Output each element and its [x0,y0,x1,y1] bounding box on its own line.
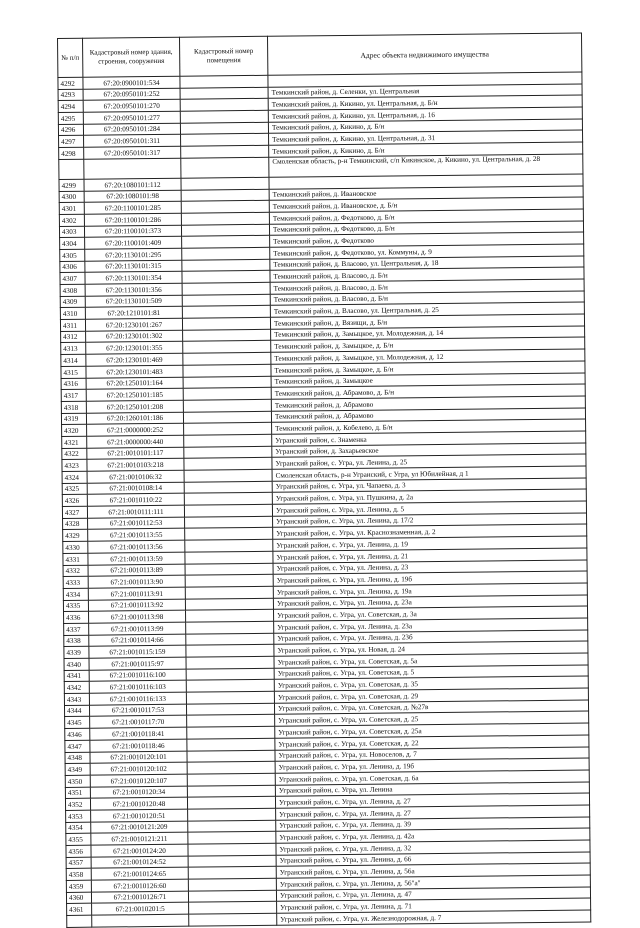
premise-number [187,738,275,751]
premise-number [184,493,272,506]
premise-number [186,645,274,658]
cadastral-number: 67:21:0010118:41 [90,727,187,740]
row-number: 4317 [61,389,86,401]
premise-number [189,902,277,915]
premise-number [187,726,275,739]
row-number: 4339 [64,647,89,659]
premise-number [183,387,271,400]
address: Темкинский район, д. Замыцкое, д. Б/н [271,337,585,352]
address: Темкинский район, д. Кикино, д. Б/н [268,119,582,134]
cadastral-number: 67:21:0010118:46 [90,739,187,752]
row-number: 4342 [64,682,89,694]
premise-number [184,458,272,471]
row-number: 4351 [65,787,90,799]
cadastral-number: 67:21:0010113:55 [88,529,185,542]
address: Темкинский район, д. Федотково [270,232,584,247]
row-number: 4312 [61,331,86,343]
cadastral-number: 67:21:0010124:20 [91,844,188,857]
address: Темкинский район, д. Кикино, ул. Центральная, д. 31 [269,130,583,145]
cadastral-number: 67:20:1230101:267 [85,318,182,331]
cadastral-number: 67:21:0010113:99 [89,622,186,635]
cadastral-number: 67:20:1100101:286 [84,213,181,226]
header-cad-premise: Кадастровый номер помещения [179,36,267,76]
cadastral-number: 67:20:1130101:354 [85,272,182,285]
premise-number [188,878,276,891]
address: Темкинский район, д. Власово, д. Б/н [270,279,584,294]
header-num: № п/п [58,38,83,77]
address: Угранский район, с. Угра, ул. Ленина, д. 19б [273,571,587,586]
cadastral-number [92,914,189,927]
row-number: 4355 [66,834,91,846]
row-number: 4344 [64,705,89,717]
cadastral-number: 67:20:1080101:98 [84,190,181,203]
premise-number [185,516,273,529]
premise-number [184,434,272,447]
cadastral-number: 67:20:1230101:483 [86,365,183,378]
address: Темкинский район, д. Власово, ул. Центральная, д. 18 [270,256,584,271]
address: Угранский район, с. Угра, ул. Ленина, д. 32 [276,840,590,855]
address: Темкинский район, д. Власово, д. Б/н [270,267,584,282]
row-number: 4308 [60,284,85,296]
row-number: 4345 [65,717,90,729]
row-number: 4333 [63,576,88,588]
row-number: 4305 [60,249,85,261]
address: Угранский район, с. Угра, ул. Советская, д. 25 [275,711,589,726]
cadastral-number: 67:21:0010117:53 [89,704,186,717]
cadastral-number: 67:21:0010103:218 [87,459,184,472]
premise-number [184,446,272,459]
address: Темкинский район, д. Кикино, ул. Центральная, д. Б/н [268,95,582,110]
row-number: 4334 [63,588,88,600]
address: Угранский район, с. Угра, ул. Советская, д. 29 [274,688,588,703]
cadastral-number: 67:21:0010126:60 [91,879,188,892]
address: Угранский район, с. Угра, ул. Ленина, д. 19б [275,758,589,773]
cadastral-number: 67:20:0950101:277 [83,111,180,124]
premise-number [185,574,273,587]
premise-number [182,259,270,272]
cadastral-number: 67:21:0010124:65 [91,868,188,881]
address: Темкинский район, д. Замыцкое [271,372,585,387]
row-number: 4352 [65,798,90,810]
cadastral-number: 67:21:0010112:53 [88,517,185,530]
row-number: 4328 [63,518,88,530]
cadastral-number: 67:20:1100101:373 [84,225,181,238]
cadastral-number: 67:21:0010110:22 [87,494,184,507]
row-number: 4331 [63,553,88,565]
row-number: 4337 [64,623,89,635]
row-number: 4358 [66,869,91,881]
row-number: 4314 [61,354,86,366]
address: Темкинский район, д. Ивановское [269,185,583,200]
row-number [59,159,84,179]
premise-number [187,715,275,728]
cadastral-number: 67:21:0010111:111 [87,505,184,518]
premise-number [181,224,269,237]
address: Темкинский район, д. Федотково, ул. Коммуны, д. 9 [270,244,584,259]
premise-number [183,376,271,389]
row-number: 4306 [60,261,85,273]
address: Угранский район, с. Угра, ул. Ленина, д. 71 [277,898,591,913]
row-number: 4346 [65,728,90,740]
row-number: 4318 [61,401,86,413]
cadastral-number: 67:21:0010108:14 [87,482,184,495]
row-number: 4341 [64,670,89,682]
cadastral-number: 67:20:1130101:509 [85,295,182,308]
premise-number [188,820,276,833]
address: Угранский район, с. Угра, ул. Ленина, д. 47 [276,887,590,902]
cadastral-number [84,158,181,179]
cadastral-number: 67:21:0010116:133 [89,692,186,705]
row-number: 4316 [61,378,86,390]
cadastral-number: 67:20:1130101:356 [85,283,182,296]
address: Угранский район, с. Угра, ул. Новая, д. 24 [274,641,588,656]
premise-number [186,691,274,704]
row-number: 4292 [58,77,83,89]
premise-number [180,99,268,112]
address: Угранский район, с. Угра, ул. Ленина, д. 42а [276,828,590,843]
row-number: 4323 [62,460,87,472]
header-cad-building: Кадастровый номер здания, строения, сооружения [83,37,180,77]
premise-number [182,282,270,295]
cadastral-number: 67:21:0010114:66 [89,634,186,647]
address: Угранский район, с. Угра, ул. Ленина, д. 23б [274,630,588,645]
cadastral-number: 67:20:1250101:185 [86,388,183,401]
row-number: 4327 [62,506,87,518]
address: Угранский район, с. Угра, ул. Ленина, д. 17/2 [273,513,587,528]
cadastral-number: 67:21:0010113:56 [88,540,185,553]
row-number: 4320 [62,424,87,436]
premise-number [183,364,271,377]
row-number: 4359 [66,880,91,892]
premise-number [185,528,273,541]
row-number: 4302 [59,214,84,226]
premise-number [188,867,276,880]
premise-number [189,913,277,926]
address: Угранский район, с. Угра, ул. Ленина, д. 27 [275,793,589,808]
address: Угранский район, с. Знаменка [272,431,586,446]
premise-number [188,890,276,903]
address: Темкинский район, д. Замыцкое, ул. Молодежная, д. 12 [271,349,585,364]
premise-number [186,703,274,716]
cadastral-number: 67:21:0010106:32 [87,470,184,483]
row-number: 4325 [62,483,87,495]
cadastral-number: 67:21:0000000:252 [87,423,184,436]
address: Темкинский район, д. Власово, д. Б/н [270,291,584,306]
cadastral-number: 67:20:1260101:186 [86,412,183,425]
cadastral-number: 67:20:1100101:285 [84,201,181,214]
address: Смоленская область, р-н Угранский, с Угра, ул Юбилейная, д 1 [272,466,586,481]
table-body [58,72,591,927]
address: Угранский район, с. Угра, ул. Чапаева, д. 3 [272,478,586,493]
address: Темкинский район, д. Вязищи, д. Б/н [270,314,584,329]
address: Угранский район, с. Угра, ул. Советская, д. 3а [273,606,587,621]
address: Угранский район, с. Угра, ул. Железнодорожная, д. 7 [277,910,591,925]
premise-number [188,832,276,845]
premise-number [180,87,268,100]
row-number: 4298 [59,147,84,159]
row-number: 4335 [63,600,88,612]
premise-number [183,329,271,342]
address: Угранский район, с. Угра, ул. Советская, д. 5а [274,653,588,668]
address: Угранский район, с. Угра, ул. Ленина, д. 23а [273,595,587,610]
row-number: 4322 [62,448,87,460]
cadastral-number: 67:21:0010126:71 [91,891,188,904]
address: Угранский район, с. Угра, ул. Ленина, д. 39 [276,817,590,832]
cadastral-number: 67:21:0010115:159 [89,645,186,658]
premise-number [187,761,275,774]
address: Темкинский район, д. Федотково, д. Б/н [269,209,583,224]
address: Угранский район, д. Захарьевское [272,443,586,458]
address: Темкинский район, д. Абрамово, д. Б/н [271,384,585,399]
premise-number [185,586,273,599]
cadastral-number: 67:20:1250101:164 [86,377,183,390]
address: Темкинский район, д. Кикино, д. Б/н [269,142,583,157]
premise-number [188,855,276,868]
row-number: 4301 [59,202,84,214]
cadastral-number: 67:21:0010115:97 [89,657,186,670]
address: Темкинский район, д. Абрамово [271,408,585,423]
cadastral-number: 67:21:0010121:209 [91,821,188,834]
address: Темкинский район, д. Абрамово [271,396,585,411]
cadastral-number: 67:21:0010120:48 [90,797,187,810]
premise-number [186,680,274,693]
address: Угранский район, с. Угра, ул. Ленина, д. 5 [272,501,586,516]
address: Угранский район, с. Угра, ул. Новоселов, д. 7 [275,746,589,761]
premise-number [181,134,269,147]
property-table [57,33,591,928]
cadastral-number: 67:20:0900101:534 [83,76,180,89]
address: Угранский район, с. Угра, ул. Ленина, д. 25 [272,454,586,469]
cadastral-number: 67:21:0010113:98 [89,610,186,623]
table-header-row [58,33,582,77]
premise-number [182,247,270,260]
cadastral-number: 67:20:1230101:302 [86,330,183,343]
cadastral-number: 67:20:1100101:409 [85,236,182,249]
document-sheet [57,33,590,928]
cadastral-number: 67:20:1130101:295 [85,248,182,261]
address: Угранский район, с. Угра, ул. Ленина, д. 19 [273,536,587,551]
premise-number [181,157,269,178]
row-number: 4326 [62,495,87,507]
row-number: 4361 [67,904,92,916]
premise-number [180,75,268,88]
cadastral-number: 67:21:0010113:90 [88,575,185,588]
row-number: 4348 [65,752,90,764]
row-number: 4353 [66,810,91,822]
cadastral-number: 67:20:1080101:112 [84,178,181,191]
row-number: 4324 [62,471,87,483]
cadastral-number: 67:21:0010120:102 [90,762,187,775]
premise-number [185,563,273,576]
address: Смоленская область, р-н Темкинский, с/п Кикинское, д. Кикино, ул. Центральная, д. 28 [269,154,583,177]
address: Угранский район, с. Угра, ул. Пушкина, д. 2а [272,489,586,504]
cadastral-number: 67:20:0950101:252 [83,88,180,101]
premise-number [181,177,269,190]
address: Угранский район, с. Угра, ул. Ленина, д. 21 [273,548,587,563]
address: Угранский район, с. Угра, ул. Советская, д. 35 [274,676,588,691]
row-number: 4296 [58,124,83,136]
premise-number [187,750,275,763]
premise-number [182,271,270,284]
premise-number [182,317,270,330]
premise-number [186,621,274,634]
row-number: 4340 [64,658,89,670]
premise-number [182,236,270,249]
address: Угранский район, с. Угра, ул. Ленина, д. 23 [273,559,587,574]
cadastral-number: 67:21:0010121:211 [91,832,188,845]
row-number: 4350 [65,775,90,787]
cadastral-number: 67:20:1210101:81 [85,307,182,320]
row-number: 4356 [66,845,91,857]
premise-number [183,399,271,412]
row-number: 4347 [65,740,90,752]
row-number: 4309 [60,296,85,308]
premise-number [187,785,275,798]
premise-number [184,504,272,517]
row-number: 4310 [60,308,85,320]
address: Темкинский район, д. Федотково, д. Б/н [269,221,583,236]
row-number: 4315 [61,366,86,378]
premise-number [181,189,269,202]
address: Угранский район, с. Угра, ул. Советская, д. №27в [274,700,588,715]
row-number: 4307 [60,273,85,285]
row-number: 4354 [66,822,91,834]
cadastral-number: 67:21:0010120:101 [90,751,187,764]
address: Угранский район, с. Угра, ул. Краснознаменная, д. 2 [273,524,587,539]
row-number: 4330 [63,541,88,553]
address: Угранский район, с. Угра, ул. Ленина, д. 66 [276,852,590,867]
premise-number [184,481,272,494]
address: Темкинский район, д. Ивановское, д. Б/н [269,197,583,212]
premise-number [187,797,275,810]
row-number: 4295 [58,112,83,124]
address: Угранский район, с. Угра, ул. Советская, д. 6а [275,770,589,785]
address: Угранский район, с. Угра, ул. Ленина, д. 19а [273,583,587,598]
premise-number [180,110,268,123]
address: Угранский район, с. Угра, ул. Ленина [275,782,589,797]
row-number: 4332 [63,565,88,577]
cadastral-number: 67:20:0950101:311 [84,135,181,148]
address: Темкинский район, д. Кобелево, д. Б/н [272,419,586,434]
premise-number [186,610,274,623]
cadastral-number: 67:21:0010120:51 [91,809,188,822]
address: Темкинский район, д. Власово, ул. Центральная, д. 25 [270,302,584,317]
address: Угранский район, с. Угра, ул. Советская, д. 5 [274,665,588,680]
row-number: 4319 [61,413,86,425]
address: Угранский район, с. Угра, ул. Ленина, д. 23а [274,618,588,633]
premise-number [181,200,269,213]
cadastral-number: 67:20:1230101:469 [86,353,183,366]
cadastral-number: 67:21:0010116:103 [89,681,186,694]
row-number: 4357 [66,857,91,869]
cadastral-number: 67:21:0010101:117 [87,447,184,460]
cadastral-number: 67:20:0950101:270 [83,100,180,113]
premise-number [183,341,271,354]
premise-number [181,145,269,158]
cadastral-number: 67:21:0010120:107 [90,774,187,787]
premise-number [182,294,270,307]
cadastral-number: 67:21:0010113:89 [88,564,185,577]
row-number: 4360 [66,892,91,904]
address: Темкинский район, д. Замыцкое, д. Б/н [271,361,585,376]
cadastral-number: 67:21:0000000:440 [87,435,184,448]
address: Угранский район, с. Угра, ул. Ленина, д. 56"а" [276,875,590,890]
cadastral-number: 67:21:0010124:52 [91,856,188,869]
address: Угранский район, с. Угра, ул. Советская, д. 22 [275,735,589,750]
premise-number [185,551,273,564]
premise-number [183,411,271,424]
row-number: 4299 [59,179,84,191]
row-number: 4338 [64,635,89,647]
cadastral-number: 67:20:1130101:315 [85,260,182,273]
cadastral-number: 67:20:0950101:317 [84,146,181,159]
premise-number [188,808,276,821]
premise-number [184,469,272,482]
premise-number [182,306,270,319]
cadastral-number: 67:20:0950101:284 [83,123,180,136]
row-number: 4304 [60,237,85,249]
row-number: 4311 [60,319,85,331]
cadastral-number: 67:21:0010120:34 [90,786,187,799]
cadastral-number: 67:21:0010116:100 [89,669,186,682]
row-number: 4294 [58,101,83,113]
address: Угранский район, с. Угра, ул. Советская, д. 25а [275,723,589,738]
address: Темкинский район, д. Замыцкое, ул. Молодежная, д. 14 [271,326,585,341]
premise-number [183,352,271,365]
address: Угранский район, с. Угра, ул. Ленина, д. 27 [276,805,590,820]
premise-number [180,122,268,135]
row-number: 4349 [65,763,90,775]
premise-number [185,539,273,552]
row-number: 4343 [64,693,89,705]
cadastral-number: 67:21:0010201:5 [92,903,189,916]
premise-number [187,773,275,786]
premise-number [184,423,272,436]
cadastral-number: 67:21:0010113:92 [88,599,185,612]
row-number: 4321 [62,436,87,448]
header-address: Адрес объекта недвижимого имущества [267,33,581,75]
premise-number [188,843,276,856]
address: Угранский район, с. Угра, ул. Ленина, д. 56а [276,863,590,878]
row-number [67,915,92,927]
row-number: 4313 [61,343,86,355]
cadastral-number: 67:21:0010113:59 [88,552,185,565]
premise-number [186,656,274,669]
address: Темкинский район, д. Кикино, ул. Центральная, д. 16 [268,107,582,122]
row-number: 4300 [59,191,84,203]
cadastral-number: 67:20:1250101:208 [86,400,183,413]
row-number: 4293 [58,89,83,101]
row-number: 4303 [59,226,84,238]
premise-number [186,668,274,681]
address: Темкинский район, д. Селенки, ул. Центральная [268,84,582,99]
row-number: 4329 [63,530,88,542]
row-number: 4336 [64,611,89,623]
row-number: 4297 [59,136,84,148]
cadastral-number: 67:21:0010113:91 [88,587,185,600]
cadastral-number: 67:20:1230101:355 [86,342,183,355]
cadastral-number: 67:21:0010117:70 [90,716,187,729]
premise-number [181,212,269,225]
premise-number [186,633,274,646]
premise-number [185,598,273,611]
